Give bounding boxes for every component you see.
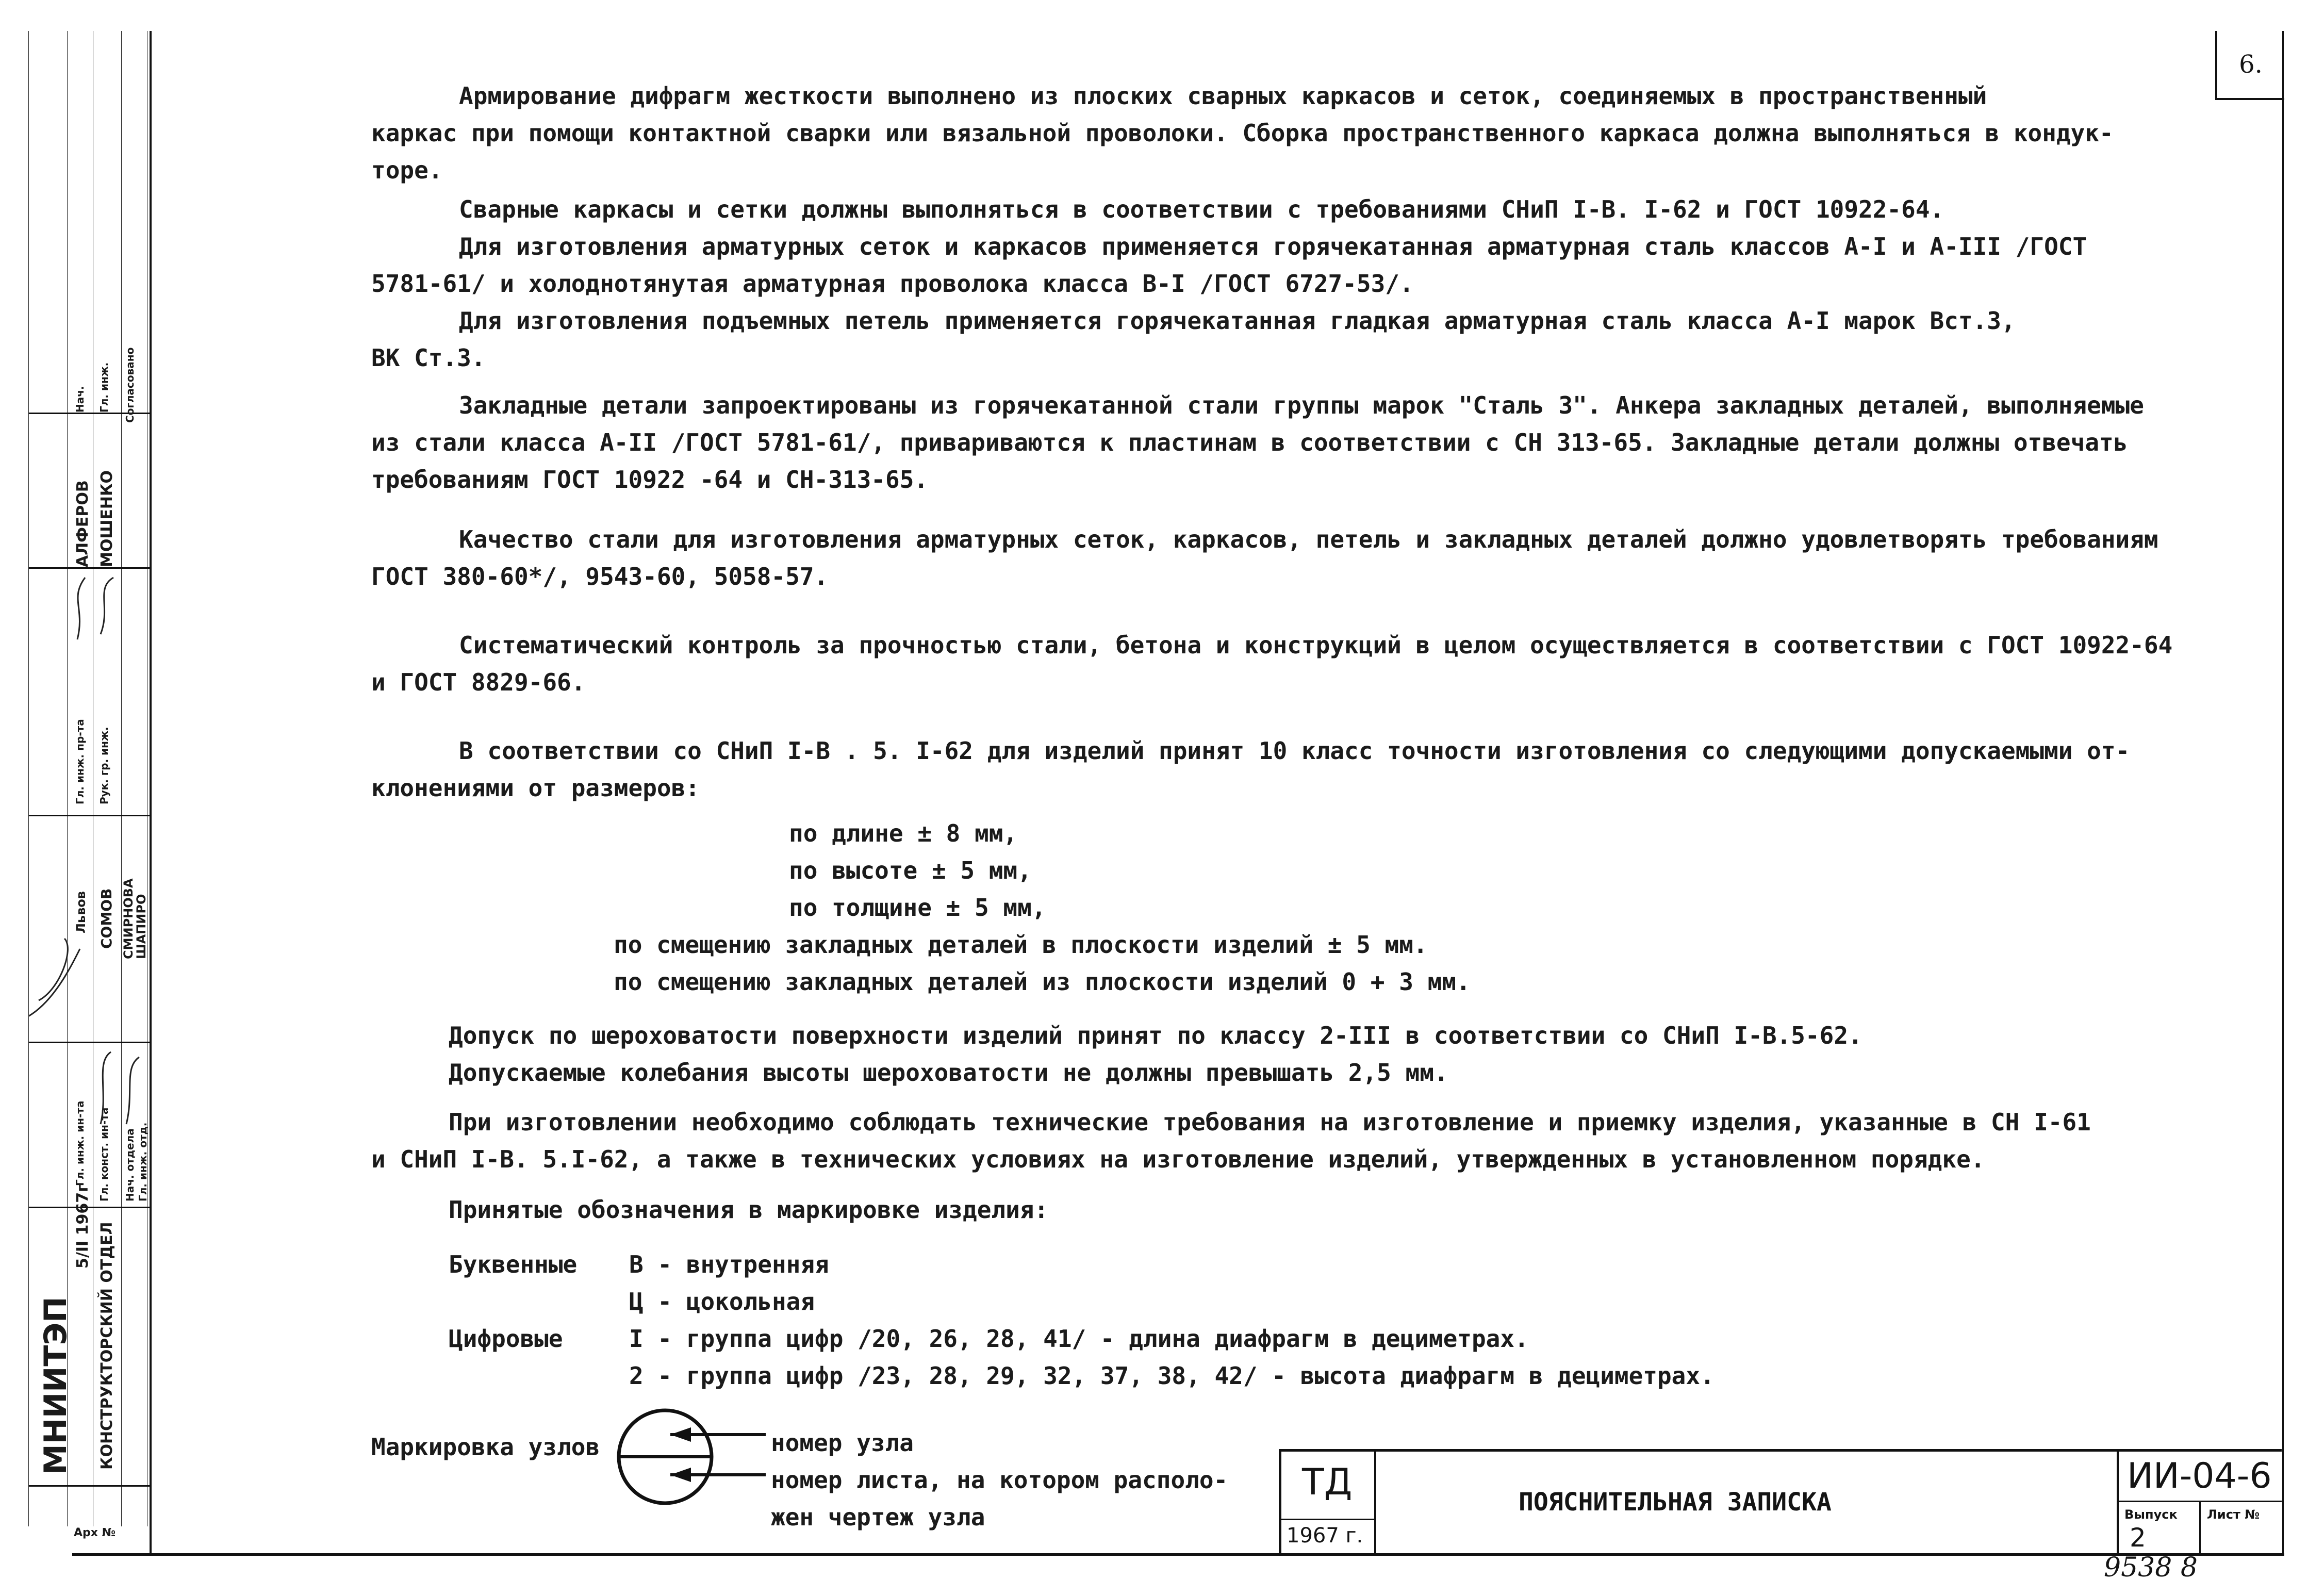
- node-marking-symbol: [608, 1397, 773, 1511]
- role-gl-inzh-in-ta: Гл. инж. ин-та: [74, 1100, 86, 1186]
- organization-name: МНИИТЭП: [38, 1296, 74, 1475]
- tolerance-line: по смещению закладных деталей в плоскости изделий ± 5 мм.: [614, 931, 1428, 959]
- paragraph-line: Закладные детали запроектированы из горячекатанной стали группы марок "Сталь 3". Анкера закладных деталей, выполняемые: [459, 391, 2144, 419]
- frame-right-line: [2282, 31, 2284, 1555]
- approval-stamp: [28, 31, 150, 1544]
- name-moshenko: МОШЕНКО: [98, 470, 116, 567]
- name-somov: СОМОВ: [98, 888, 115, 949]
- paragraph-line: Допуск по шероховатости поверхности изделий принят по классу 2-III в соответствии со СНиП I-В.5-62.: [449, 1022, 1862, 1049]
- title-block: [1279, 1449, 2282, 1555]
- paragraph-line: требованиям ГОСТ 10922 -64 и СН-313-65.: [371, 466, 929, 493]
- paragraph-line: торе.: [371, 156, 443, 184]
- tolerance-line: по длине ± 8 мм,: [789, 819, 1018, 847]
- paragraph-line: 5781-61/ и холоднотянутая арматурная проволока класса В-I /ГОСТ 6727-53/.: [371, 270, 1414, 298]
- tolerance-line: по толщине ± 5 мм,: [789, 894, 1046, 922]
- issue-label: Выпуск: [2124, 1507, 2178, 1522]
- marking-line: I - группа цифр /20, 26, 28, 41/ - длина диафрагм в дециметрах.: [629, 1325, 1529, 1353]
- org-code: ТД: [1302, 1461, 1353, 1503]
- paragraph-line: из стали класса А-II /ГОСТ 5781-61/, привариваются к пластинам в соответствии с СН 313-65. Закладные детали должны отвечать: [371, 429, 2128, 456]
- paragraph-line: Сварные каркасы и сетки должны выполняться в соответствии с требованиями СНиП I-В. I-62 и ГОСТ 10922-64.: [459, 195, 1944, 223]
- document-title: ПОЯСНИТЕЛЬНАЯ ЗАПИСКА: [1519, 1488, 1832, 1517]
- name-alferov: АЛФЕРОВ: [74, 480, 92, 567]
- paragraph-line: и СНиП I-В. 5.I-62, а также в технических условиях на изготовление изделий, утвержденных в установленном порядке.: [371, 1145, 1985, 1173]
- paragraph-line: В соответствии со СНиП I-В . 5. I-62 для изделий принят 10 класс точности изготовления со следующими допускаемыми от-: [459, 737, 2130, 765]
- paragraph-line: клонениями от размеров:: [371, 774, 700, 802]
- marking-line: 2 - группа цифр /23, 28, 29, 32, 37, 38, 42/ - высота диафрагм в дециметрах.: [629, 1362, 1714, 1390]
- tolerance-line: по высоте ± 5 мм,: [789, 857, 1032, 884]
- issue-number: 2: [2130, 1523, 2146, 1553]
- series-code: ИИ-04-6: [2127, 1456, 2272, 1496]
- node-number-label: номер узла: [771, 1429, 914, 1457]
- stamp-date: 5/II 1967г: [74, 1184, 92, 1269]
- role-gl-inzh: Гл. инж.: [98, 362, 110, 413]
- tolerance-line: по смещению закладных деталей из плоскости изделий 0 + 3 мм.: [614, 968, 1471, 996]
- role-nach-otdela: Нач. отдела: [124, 1128, 136, 1202]
- paragraph-line: каркас при помощи контактной сварки или вязальной проволоки. Сборка пространственного каркаса должна выполняться в кондук-: [371, 119, 2114, 147]
- role-gl-konst-in-ta: Гл. конст. ин-та: [98, 1107, 110, 1202]
- handwritten-inventory-number: 9538 8: [2104, 1552, 2198, 1583]
- role-gl-inzh-otd: Гл. инж. отд.: [137, 1122, 149, 1202]
- marking-line: В - внутренняя: [629, 1251, 829, 1278]
- paragraph-line: Принятые обозначения в маркировке изделия:: [449, 1196, 1049, 1224]
- node-marking-label: Маркировка узлов: [371, 1433, 600, 1461]
- name-smirnova: СМИРНОВА: [121, 878, 136, 959]
- paragraph-line: Допускаемые колебания высоты шероховатости не должны превышать 2,5 мм.: [449, 1059, 1448, 1087]
- paragraph-line: Систематический контроль за прочностью стали, бетона и конструкций в целом осуществляется в соответствии с ГОСТ 10922-64: [459, 631, 2173, 659]
- role-nach: Нач.: [74, 386, 86, 413]
- paragraph-line: Для изготовления арматурных сеток и каркасов применяется горячекатанная арматурная сталь классов А-I и А-III /ГОСТ: [459, 233, 2087, 260]
- paragraph-line: При изготовлении необходимо соблюдать технические требования на изготовление и приемку изделия, указанные в СН I-61: [449, 1108, 2091, 1136]
- paragraph-line: Армирование дифрагм жесткости выполнено из плоских сварных каркасов и сеток, соединяемых в пространственный: [459, 82, 1987, 110]
- marking-label: Цифровые: [449, 1325, 563, 1353]
- role-gl-inzh-pr-ta: Гл. инж. пр-та: [74, 719, 86, 804]
- paragraph-line: ВК Ст.3.: [371, 344, 486, 372]
- department-name: КОНСТРУКТОРСКИЙ ОТДЕЛ: [98, 1222, 116, 1470]
- drawing-year: 1967 г.: [1287, 1524, 1363, 1548]
- name-lvov: Львов: [74, 891, 88, 933]
- archive-label: Арх №: [74, 1526, 116, 1539]
- paragraph-line: ГОСТ 380-60*/, 9543-60, 5058-57.: [371, 563, 829, 590]
- paragraph-line: Для изготовления подъемных петель применяется горячекатанная гладкая арматурная сталь класса А-I марок Вст.3,: [459, 307, 2016, 335]
- role-ruk-gr-inzh: Рук. гр. инж.: [98, 727, 110, 804]
- name-shapiro: ШАПИРО: [134, 894, 149, 959]
- role-soglasovano: Согласовано: [124, 347, 136, 423]
- page-number: 6.: [2215, 31, 2284, 100]
- marking-line: Ц - цокольная: [629, 1288, 815, 1315]
- paragraph-line: и ГОСТ 8829-66.: [371, 668, 586, 696]
- handwritten-signatures: [28, 31, 150, 1526]
- frame-left-line: [150, 31, 152, 1555]
- sheet-number-label: номер листа, на котором располо-: [771, 1466, 1228, 1494]
- marking-label: Буквенные: [449, 1251, 578, 1278]
- paragraph-line: Качество стали для изготовления арматурных сеток, каркасов, петель и закладных деталей должно удовлетворять требованиям: [459, 525, 2158, 553]
- sheet-label: Лист №: [2207, 1507, 2260, 1522]
- sheet-number-label-cont: жен чертеж узла: [771, 1503, 985, 1531]
